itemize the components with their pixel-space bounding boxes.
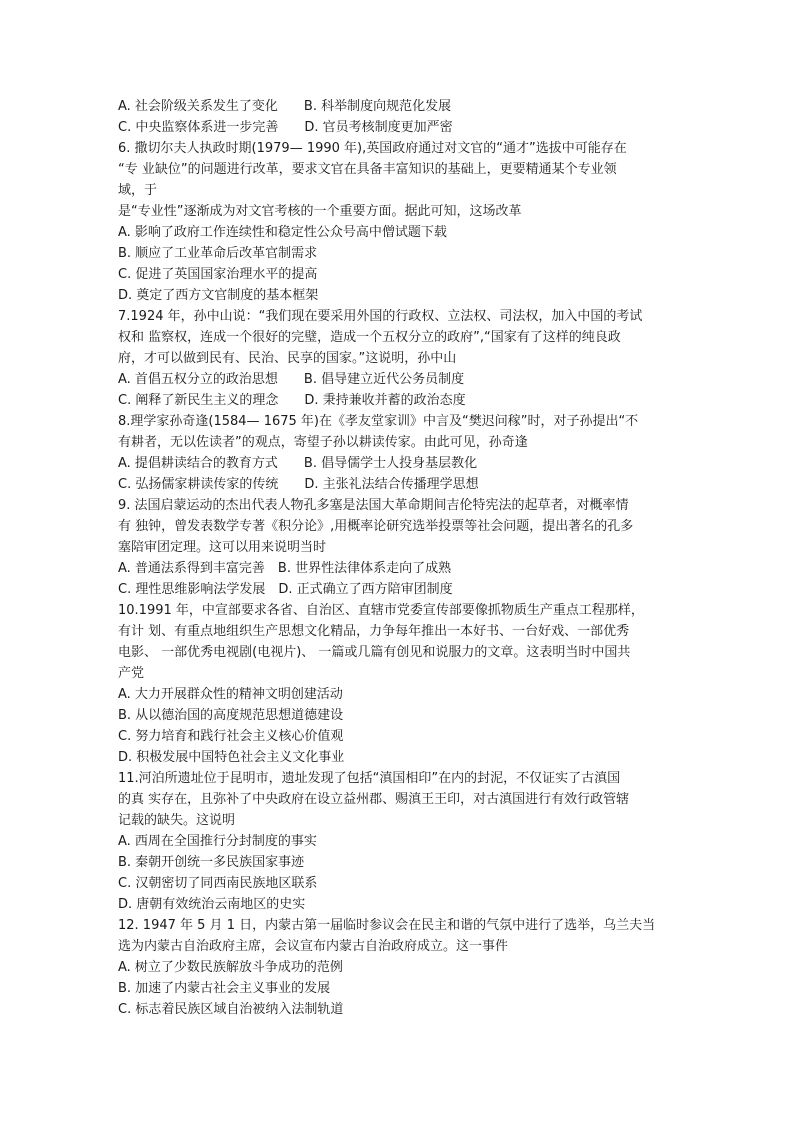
- q8-options-ab: A. 提倡耕读结合的教育方式 B. 倡导儒学士人投身基层教化: [118, 456, 478, 471]
- q5-options-ab: A. 社会阶级关系发生了变化 B. 科举制度向规范化发展: [118, 99, 452, 114]
- q12-stem-line-1: 12. 1947 年 5 月 1 日，内蒙古第一届临时参议会在民主和谐的气氛中进行了选举，乌兰夫当: [118, 918, 656, 933]
- q10-stem-line-4: 产党: [118, 666, 145, 681]
- q12-option-c: C. 标志着民族区域自治被纳入法制轨道: [118, 1002, 344, 1017]
- q10-stem-line-1: 10.1991 年，中宣部要求各省、自治区、直辖市党委宣传部要像抓物质生产重点工程那样，: [118, 603, 644, 618]
- q12-option-a: A. 树立了少数民族解放斗争成功的范例: [118, 960, 343, 975]
- q6-stem-line-4: 是“专业性”逐渐成为对文官考核的一个重要方面。据此可知，这场改革: [118, 204, 522, 219]
- q11-stem-line-1: 11.河泊所遗址位于昆明市，遗址发现了包括“滇国相印”在内的封泥，不仅证实了古滇国: [118, 771, 621, 786]
- q12-option-b: B. 加速了内蒙古社会主义事业的发展: [118, 981, 331, 996]
- q9-options-ab: A. 普通法系得到丰富完善 B. 世界性法律体系走向了成熟: [118, 561, 452, 576]
- q6-stem-line-2: “专 业缺位”的问题进行改革，要求文官在具备丰富知识的基础上，更要精通某个专业领: [118, 162, 617, 177]
- q9-stem-line-1: 9. 法国启蒙运动的杰出代表人物孔多塞是法国大革命期间吉伦特宪法的起草者，对概率情: [118, 498, 629, 513]
- q11-stem-line-3: 记载的缺失。这说明: [118, 813, 236, 828]
- q8-options-cd: C. 弘扬儒家耕读传家的传统 D. 主张礼法结合传播理学思想: [118, 477, 479, 492]
- q11-option-a: A. 西周在全国推行分封制度的事实: [118, 834, 317, 849]
- q7-options-ab: A. 首倡五权分立的政治思想 B. 倡导建立近代公务员制度: [118, 372, 465, 387]
- q7-stem-line-1: 7.1924 年，孙中山说：“我们现在要采用外国的行政权、立法权、司法权，加入中国的考试: [118, 309, 643, 324]
- q11-stem-line-2: 的真 实存在，且弥补了中央政府在设立益州郡、赐滇王王印，对古滇国进行有效行政管辖: [118, 792, 630, 807]
- q10-option-d: D. 积极发展中国特色社会主义文化事业: [118, 750, 345, 765]
- q6-option-a: A. 影响了政府工作连续性和稳定性公众号高中僧试题下载: [118, 225, 447, 240]
- q7-stem-line-2: 权和 监察权，连成一个很好的完璧，造成一个五权分立的政府”,“国家有了这样的纯良政: [118, 330, 621, 345]
- q10-option-b: B. 从以德治国的高度规范思想道德建设: [118, 708, 344, 723]
- q6-stem-line-3: 域，于: [118, 183, 158, 198]
- q5-options-cd: C. 中央监察体系进一步完善 D. 官员考核制度更加严密: [118, 120, 453, 135]
- q10-option-c: C. 努力培育和践行社会主义核心价值观: [118, 729, 344, 744]
- q6-option-c: C. 促进了英国国家治理水平的提高: [118, 267, 318, 282]
- q10-option-a: A. 大力开展群众性的精神文明创建活动: [118, 687, 343, 702]
- q11-option-c: C. 汉朝密切了同西南民族地区联系: [118, 876, 318, 891]
- q9-stem-line-3: 塞陪审团定理。这可以用来说明当时: [118, 540, 327, 555]
- q8-stem-line-1: 8.理学家孙奇逢(1584— 1675 年)在《孝友堂家训》中言及“樊迟问稼”时，对子孙提出“不: [118, 414, 639, 429]
- q7-stem-line-3: 府，才可以做到民有、民治、民享的国家。”这说明，孙中山: [118, 351, 457, 366]
- q11-option-b: B. 秦朝开创统一多民族国家事迹: [118, 855, 305, 870]
- q8-stem-line-2: 有耕者，无以佐读者”的观点，寄望子孙以耕读传家。由此可见，孙奇逢: [118, 435, 528, 450]
- q6-stem-line-1: 6. 撒切尔夫人执政时期(1979— 1990 年),英国政府通过对文官的“通才”选拔中可能存在: [118, 141, 627, 156]
- q10-stem-line-3: 电影、 一部优秀电视剧(电视片)、 一篇或几篇有创见和说服力的文章。这表明当时中国共: [118, 645, 631, 660]
- q6-option-d: D. 奠定了西方文官制度的基本框架: [118, 288, 319, 303]
- q12-stem-line-2: 选为内蒙古自治政府主席，会议宣布内蒙古自治政府成立。这一事件: [118, 939, 509, 954]
- q7-options-cd: C. 阐释了新民生主义的理念 D. 秉持兼收并蓄的政治态度: [118, 393, 466, 408]
- q9-options-cd: C. 理性思维影响法学发展 D. 正式确立了西方陪审团制度: [118, 582, 453, 597]
- q9-stem-line-2: 有 独钟，曾发表数学专著《积分论》,用概率论研究选举投票等社会问题，提出著名的孔多: [118, 519, 634, 534]
- q11-option-d: D. 唐朝有效统治云南地区的史实: [118, 897, 306, 912]
- q10-stem-line-2: 有计 划、有重点地组织生产思想文化精品，力争每年推出一本好书、一台好戏、一部优秀: [118, 624, 630, 639]
- q6-option-b: B. 顺应了工业革命后改革官制需求: [118, 246, 318, 261]
